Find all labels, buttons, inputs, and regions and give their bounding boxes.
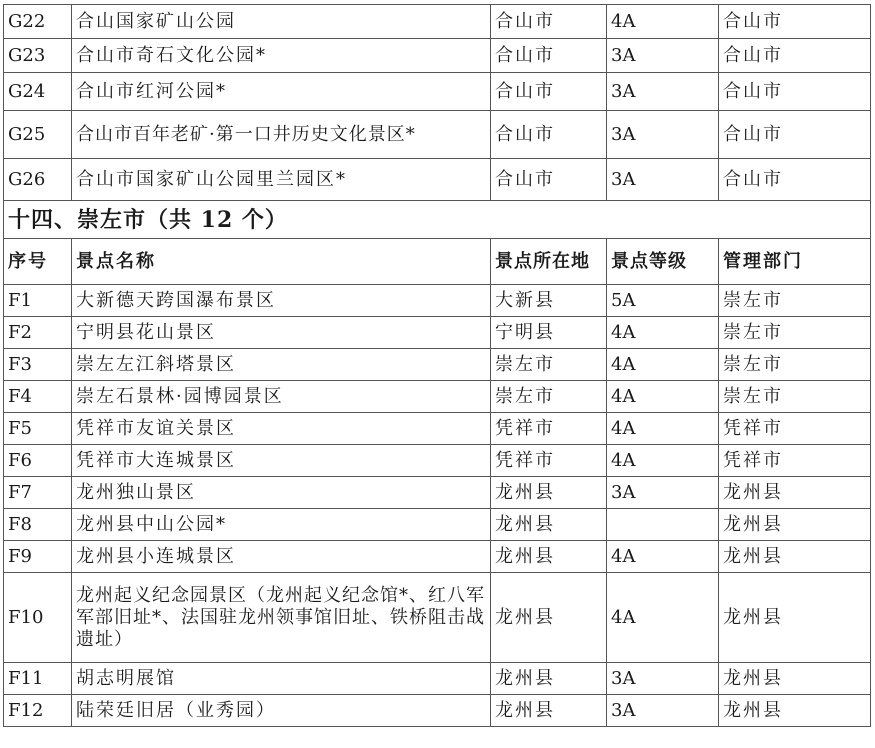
row-number: G23 — [4, 39, 72, 73]
management-dept: 崇左市 — [719, 317, 871, 349]
management-dept: 龙州县 — [719, 477, 871, 509]
table-row — [4, 413, 871, 445]
spot-grade: 4A — [607, 541, 719, 573]
management-dept: 合山市 — [719, 39, 871, 73]
spot-name: 崇左左江斜塔景区 — [72, 349, 491, 381]
scenic-spots-table — [3, 4, 871, 727]
spot-location: 龙州县 — [491, 573, 607, 663]
spot-location: 龙州县 — [491, 695, 607, 727]
spot-name: 凭祥市大连城景区 — [72, 445, 491, 477]
spot-grade — [607, 509, 719, 541]
spot-name: 合山市红河公园* — [72, 73, 491, 111]
header-grade: 景点等级 — [607, 239, 719, 285]
spot-location: 龙州县 — [491, 477, 607, 509]
table-row — [4, 73, 871, 111]
row-number: F11 — [4, 663, 72, 695]
row-number: G22 — [4, 5, 72, 39]
spot-grade: 3A — [607, 695, 719, 727]
table-row — [4, 317, 871, 349]
management-dept: 龙州县 — [719, 695, 871, 727]
header-name: 景点名称 — [72, 239, 491, 285]
header-number: 序号 — [4, 239, 72, 285]
header-dept: 管理部门 — [719, 239, 871, 285]
table-row — [4, 477, 871, 509]
spot-location: 合山市 — [491, 111, 607, 159]
row-number: F12 — [4, 695, 72, 727]
row-number: F8 — [4, 509, 72, 541]
spot-grade: 4A — [607, 317, 719, 349]
spot-location: 龙州县 — [491, 509, 607, 541]
table-row — [4, 445, 871, 477]
table-row — [4, 695, 871, 727]
management-dept: 崇左市 — [719, 349, 871, 381]
row-number: F6 — [4, 445, 72, 477]
spot-name: 凭祥市友谊关景区 — [72, 413, 491, 445]
row-number: F4 — [4, 381, 72, 413]
management-dept: 合山市 — [719, 159, 871, 201]
spot-grade: 5A — [607, 285, 719, 317]
table-row — [4, 285, 871, 317]
spot-grade: 4A — [607, 445, 719, 477]
spot-grade: 3A — [607, 39, 719, 73]
table-row — [4, 509, 871, 541]
spot-grade: 3A — [607, 477, 719, 509]
spot-grade: 3A — [607, 73, 719, 111]
management-dept: 凭祥市 — [719, 413, 871, 445]
spot-name: 陆荣廷旧居（业秀园） — [72, 695, 491, 727]
spot-location: 宁明县 — [491, 317, 607, 349]
spot-location: 合山市 — [491, 5, 607, 39]
management-dept: 合山市 — [719, 73, 871, 111]
management-dept: 崇左市 — [719, 381, 871, 413]
management-dept: 龙州县 — [719, 573, 871, 663]
spot-name: 合山市百年老矿·第一口井历史文化景区* — [72, 111, 491, 159]
spot-name: 龙州独山景区 — [72, 477, 491, 509]
section-title: 十四、崇左市（共 12 个） — [4, 201, 871, 239]
spot-location: 崇左市 — [491, 381, 607, 413]
table-row — [4, 663, 871, 695]
row-number: F7 — [4, 477, 72, 509]
table-row — [4, 159, 871, 201]
spot-grade: 4A — [607, 573, 719, 663]
row-number: F9 — [4, 541, 72, 573]
management-dept: 龙州县 — [719, 541, 871, 573]
spot-grade: 4A — [607, 349, 719, 381]
spot-name: 龙州起义纪念园景区（龙州起义纪念馆*、红八军军部旧址*、法国驻龙州领事馆旧址、铁桥阻击战遗址） — [72, 573, 491, 663]
spot-location: 龙州县 — [491, 541, 607, 573]
spot-location: 凭祥市 — [491, 445, 607, 477]
spot-location: 合山市 — [491, 73, 607, 111]
table-row — [4, 381, 871, 413]
spot-name: 宁明县花山景区 — [72, 317, 491, 349]
spot-name: 崇左石景林·园博园景区 — [72, 381, 491, 413]
spot-name: 胡志明展馆 — [72, 663, 491, 695]
table-header-row — [4, 239, 871, 285]
spot-grade: 3A — [607, 663, 719, 695]
table-row — [4, 541, 871, 573]
table-row — [4, 5, 871, 39]
header-location: 景点所在地 — [491, 239, 607, 285]
spot-name: 大新德天跨国瀑布景区 — [72, 285, 491, 317]
management-dept: 合山市 — [719, 5, 871, 39]
spot-location: 崇左市 — [491, 349, 607, 381]
table-row — [4, 349, 871, 381]
row-number: F2 — [4, 317, 72, 349]
spot-location: 合山市 — [491, 39, 607, 73]
row-number: G25 — [4, 111, 72, 159]
management-dept: 崇左市 — [719, 285, 871, 317]
spot-location: 凭祥市 — [491, 413, 607, 445]
spot-location: 龙州县 — [491, 663, 607, 695]
row-number: F3 — [4, 349, 72, 381]
spot-name: 合山市国家矿山公园里兰园区* — [72, 159, 491, 201]
spot-name: 合山国家矿山公园 — [72, 5, 491, 39]
spot-grade: 4A — [607, 381, 719, 413]
spot-grade: 3A — [607, 111, 719, 159]
management-dept: 凭祥市 — [719, 445, 871, 477]
spot-name: 合山市奇石文化公园* — [72, 39, 491, 73]
spot-grade: 4A — [607, 5, 719, 39]
spot-name: 龙州县小连城景区 — [72, 541, 491, 573]
table-row — [4, 573, 871, 663]
spot-grade: 4A — [607, 413, 719, 445]
row-number: G26 — [4, 159, 72, 201]
management-dept: 龙州县 — [719, 663, 871, 695]
row-number: F1 — [4, 285, 72, 317]
spot-name: 龙州县中山公园* — [72, 509, 491, 541]
section-heading-row — [4, 201, 871, 239]
table-row — [4, 111, 871, 159]
spot-location: 大新县 — [491, 285, 607, 317]
row-number: F5 — [4, 413, 72, 445]
spot-location: 合山市 — [491, 159, 607, 201]
spot-grade: 3A — [607, 159, 719, 201]
management-dept: 龙州县 — [719, 509, 871, 541]
table-row — [4, 39, 871, 73]
row-number: G24 — [4, 73, 72, 111]
management-dept: 合山市 — [719, 111, 871, 159]
row-number: F10 — [4, 573, 72, 663]
